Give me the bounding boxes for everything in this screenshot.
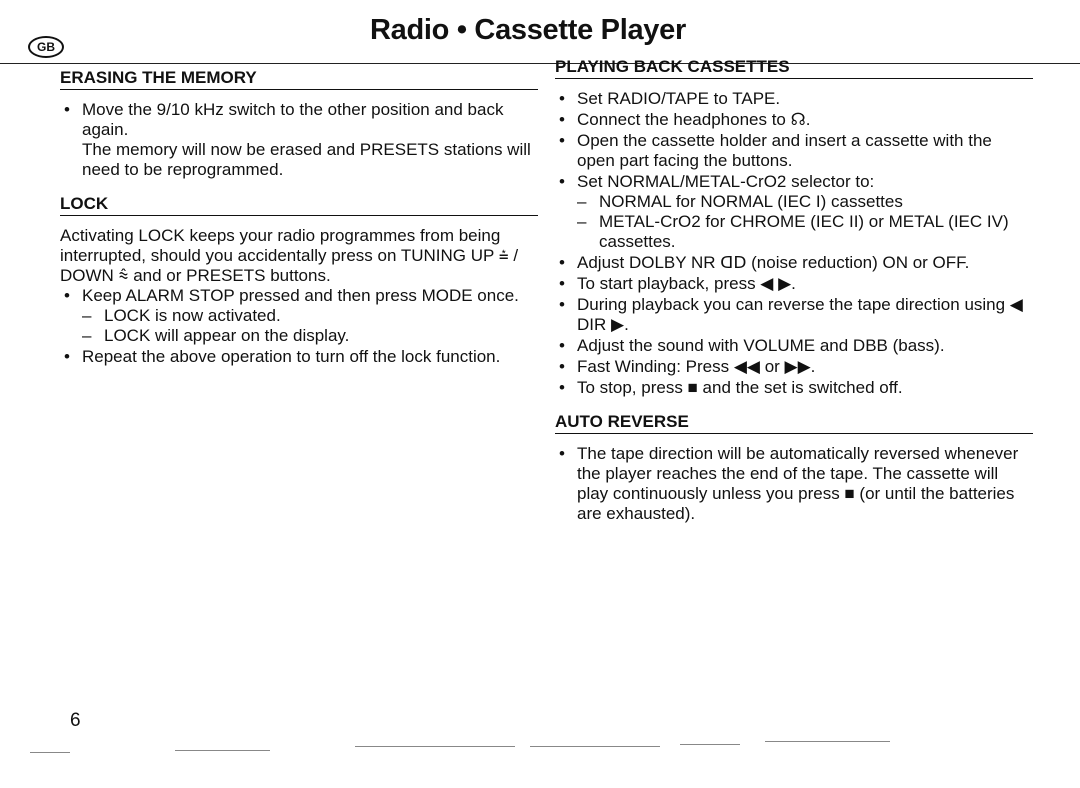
playing-bullet: • Set RADIO/TAPE to TAPE. [555,89,1033,109]
page-number: 6 [70,710,81,731]
scan-artifact [765,741,890,742]
lock-bullet: • Repeat the above operation to turn off the lock function. [60,347,538,367]
language-badge: GB [28,36,64,58]
playing-bullet: • To stop, press ■ and the set is switched off. [555,378,1033,398]
selector-sub-item: – NORMAL for NORMAL (IEC I) cassettes [577,192,1033,212]
erasing-list [60,100,538,180]
auto-reverse-list [555,444,1033,524]
scan-artifact [530,746,660,747]
lock-sub-item: – LOCK will appear on the display. [82,326,538,346]
lock-list [60,286,538,367]
erasing-bullet [60,100,538,180]
selector-sublist [577,192,1033,252]
playing-bullet: • Adjust DOLBY NR ᗡᗞ (noise reduction) ON or OFF. [555,253,1033,273]
right-column [555,57,1033,525]
scan-artifact [175,750,270,751]
lock-step: Keep ALARM STOP pressed and then press MODE once. [82,286,519,305]
lock-bullet [60,286,538,346]
playing-bullet: • Fast Winding: Press ◀◀ or ▶▶. [555,357,1033,377]
erasing-heading: ERASING THE MEMORY [60,68,538,90]
page-title: Radio • Cassette Player [370,14,686,46]
auto-reverse-bullet: • The tape direction will be automatically reversed whenever the player reaches the end of the tape. The cassette will play continuously unless you press ■ (or until the batteries are exhausted). [555,444,1033,524]
playing-bullet: • Adjust the sound with VOLUME and DBB (bass). [555,336,1033,356]
scan-artifact [355,746,515,747]
playing-heading: PLAYING BACK CASSETTES [555,57,1033,79]
lock-sublist [82,306,538,346]
lock-heading: LOCK [60,194,538,216]
selector-step: Set NORMAL/METAL-CrO2 selector to: [577,172,875,191]
scan-artifact [30,752,70,753]
playing-bullet: • During playback you can reverse the tape direction using ◀ DIR ▶. [555,295,1033,335]
selector-sub-item: – METAL-CrO2 for CHROME (IEC II) or METAL (IEC IV) cassettes. [577,212,1033,252]
playing-bullet [555,172,1033,252]
playing-bullet: • Open the cassette holder and insert a cassette with the open part facing the buttons. [555,131,1033,171]
erasing-step: Move the 9/10 kHz switch to the other position and back again. [82,100,504,139]
left-column [60,68,538,368]
playing-bullet: • To start playback, press ◀ ▶. [555,274,1033,294]
erasing-note: The memory will now be erased and PRESETS stations will need to be reprogrammed. [82,140,531,179]
playing-list [555,89,1033,398]
auto-reverse-heading: AUTO REVERSE [555,412,1033,434]
lock-sub-item: – LOCK is now activated. [82,306,538,326]
playing-bullet: • Connect the headphones to ☊. [555,110,1033,130]
lock-intro: Activating LOCK keeps your radio programmes from being interrupted, should you accidentally press on TUNING UP ⩮ / DOWN ⩯ and or PRESETS buttons. [60,226,519,285]
scan-artifact [680,744,740,745]
